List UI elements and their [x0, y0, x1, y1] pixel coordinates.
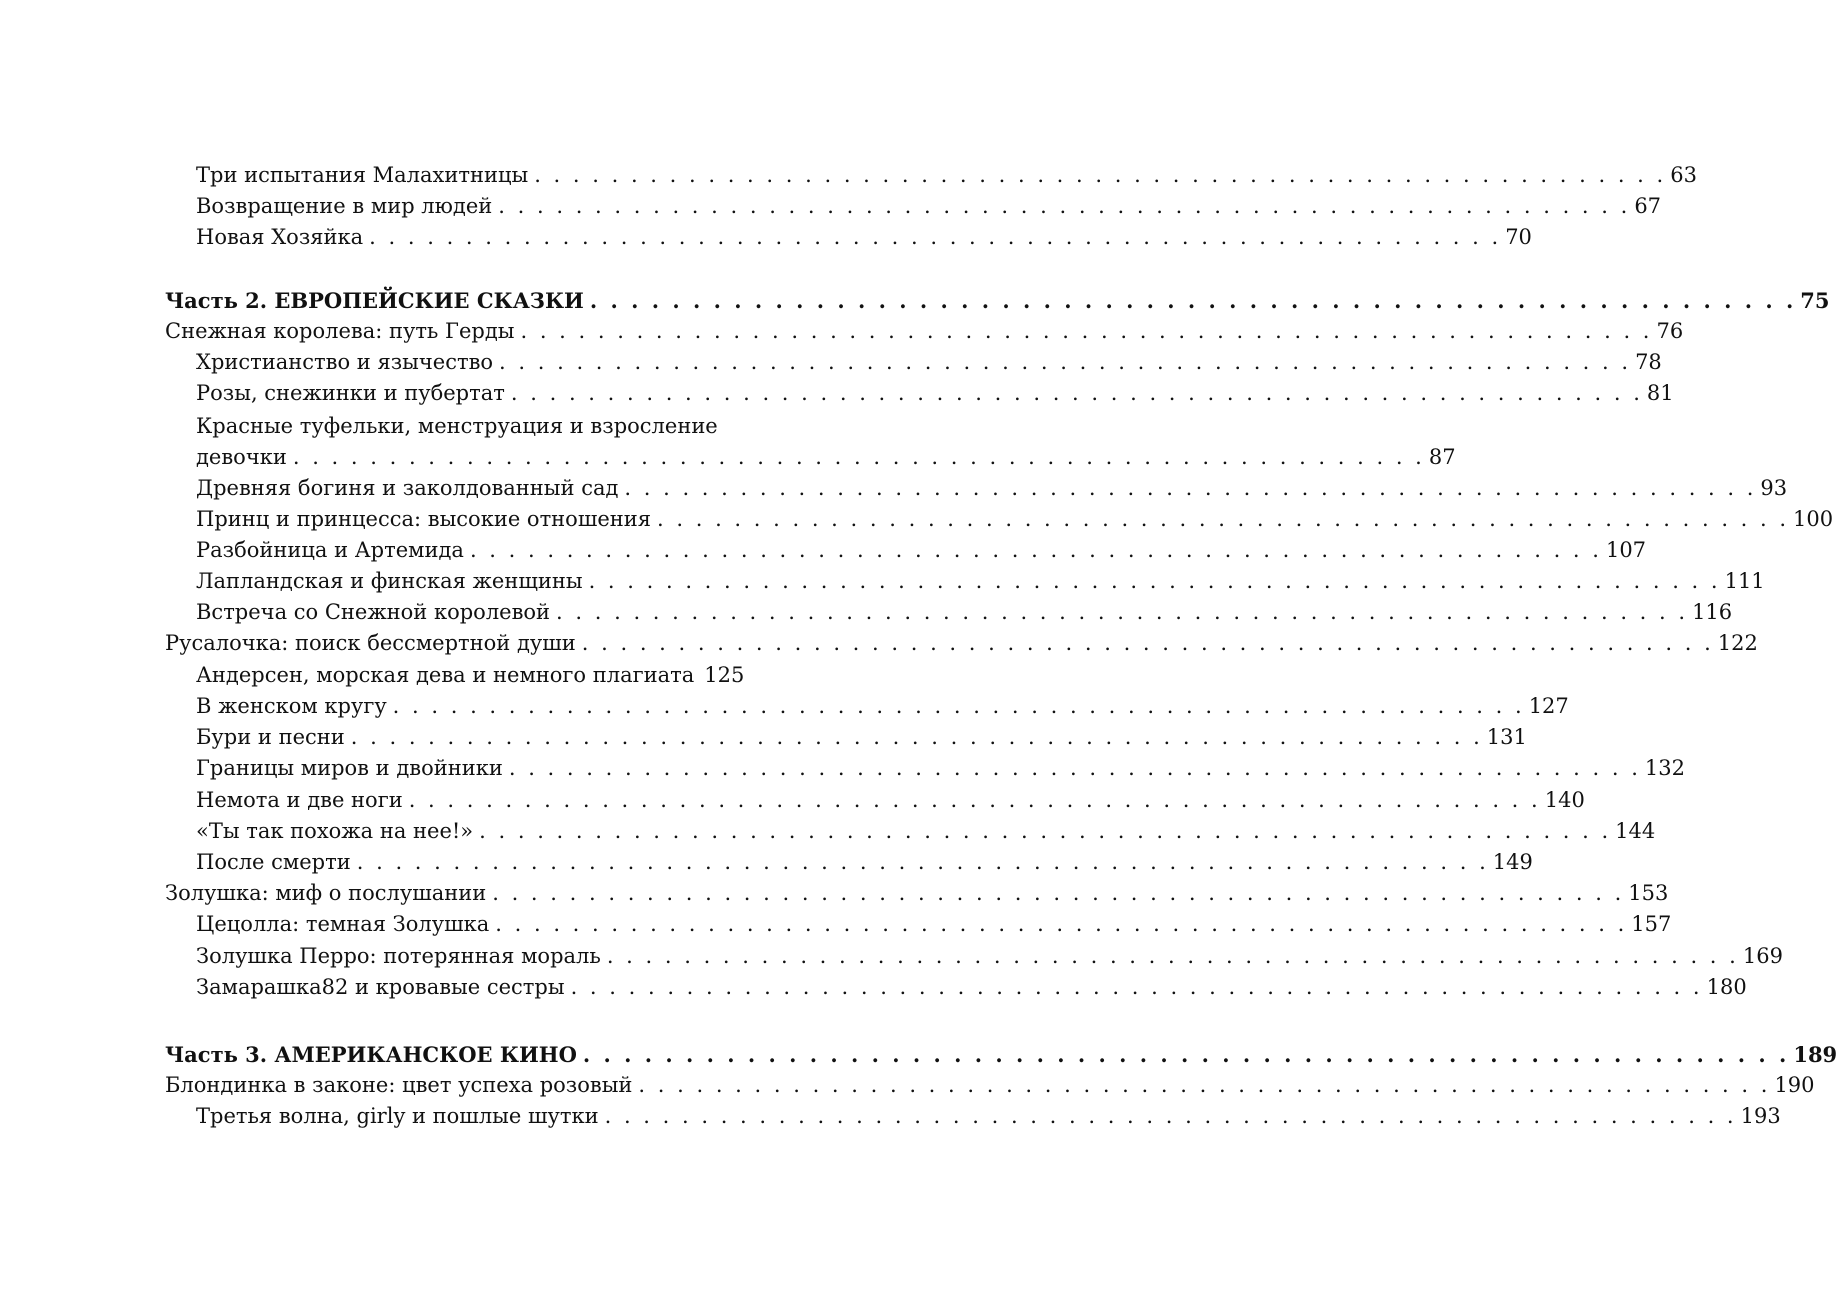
dot-leader — [520, 316, 1652, 347]
toc-entry — [196, 378, 1674, 409]
toc-entry — [196, 909, 1672, 940]
toc-entry — [196, 785, 1585, 816]
toc-entry-page: 132 — [1644, 756, 1685, 780]
toc-part-title: Часть 2. ЕВРОПЕЙСКИЕ СКАЗКИ — [165, 288, 584, 313]
toc-entry-title: Лапландская и финская женщины — [196, 569, 583, 593]
toc-entry — [196, 191, 1662, 222]
toc-entry-page: 180 — [1706, 975, 1747, 999]
toc-entry — [196, 691, 1569, 722]
toc-entry — [196, 816, 1656, 847]
toc-chapter — [165, 628, 1758, 659]
dot-leader — [479, 816, 1611, 847]
toc-entry-title: Снежная королева: путь Герды — [165, 319, 515, 343]
dot-leader — [499, 347, 1631, 378]
toc-entry-title: Цецолла: темная Золушка — [196, 912, 490, 936]
toc-entry-title: Христианство и язычество — [196, 350, 494, 374]
toc-chapter — [165, 878, 1669, 909]
dot-leader — [556, 597, 1688, 628]
dot-leader — [657, 504, 1789, 535]
toc-entry-page: 76 — [1656, 319, 1684, 343]
dot-leader — [607, 941, 1739, 972]
toc-entry-title: Древняя богиня и заколдованный сад — [196, 476, 619, 500]
dot-leader — [571, 972, 1703, 1003]
toc-entry-title-line: Красные туфельки, менструация и взросление — [196, 414, 718, 438]
dot-leader — [582, 628, 1714, 659]
toc-entry-title: Границы миров и двойники — [196, 756, 503, 780]
toc-entry-page: 140 — [1544, 788, 1585, 812]
dot-leader — [605, 1101, 1737, 1132]
toc-entry-page: 81 — [1646, 381, 1674, 405]
toc-entry — [196, 442, 1456, 473]
toc-entry-title: Разбойница и Артемида — [196, 538, 464, 562]
toc-entry-page: 78 — [1635, 350, 1662, 374]
toc-chapter — [165, 1070, 1815, 1101]
toc-entry-title: Блондинка в законе: цвет успеха розовый — [165, 1073, 633, 1097]
dot-leader — [590, 285, 1796, 316]
toc-entry — [196, 473, 1788, 504]
toc-entry — [196, 972, 1747, 1003]
toc-entry-title: Золушка Перро: потерянная мораль — [196, 944, 601, 968]
toc-entry-title: В женском кругу — [196, 694, 387, 718]
dot-leader — [369, 222, 1501, 253]
dot-leader — [589, 566, 1721, 597]
toc-entry-title: девочки — [196, 445, 287, 469]
toc-entry — [196, 753, 1685, 784]
toc-entry — [196, 566, 1765, 597]
toc-entry-title: Немота и две ноги — [196, 788, 403, 812]
toc-entry — [196, 722, 1527, 753]
toc-entry-page: 75 — [1800, 288, 1830, 313]
toc-entry-page: 100 — [1793, 507, 1834, 531]
dot-leader — [624, 473, 1756, 504]
toc-entry — [196, 222, 1532, 253]
dot-leader — [293, 442, 1425, 473]
dot-leader — [509, 753, 1641, 784]
toc-entry-title: Встреча со Снежной королевой — [196, 600, 551, 624]
toc-entry-title: Замарашка82 и кровавые сестры — [196, 975, 565, 999]
toc-entry-page: 122 — [1717, 631, 1758, 655]
toc-part-title: Часть 3. АМЕРИКАНСКОЕ КИНО — [165, 1042, 577, 1067]
toc-entry — [196, 504, 1834, 535]
toc-entry-page: 70 — [1505, 225, 1532, 249]
dot-leader — [409, 785, 1541, 816]
dot-leader — [495, 909, 1627, 940]
toc-entry-title: «Ты так похожа на нее!» — [196, 819, 474, 843]
toc-entry-title: Бури и песни — [196, 725, 345, 749]
toc-entry-page: 169 — [1742, 944, 1783, 968]
toc-part-heading — [165, 285, 1830, 316]
dot-leader — [638, 1070, 1770, 1101]
toc-entry-title: Золушка: миф о послушании — [165, 881, 487, 905]
toc-entry-page: 193 — [1740, 1104, 1781, 1128]
toc-entry — [196, 597, 1733, 628]
dot-leader — [393, 691, 1525, 722]
dot-leader — [534, 160, 1666, 191]
toc-entry-title: Принц и принцесса: высокие отношения — [196, 507, 652, 531]
toc-entry-page: 107 — [1605, 538, 1647, 562]
toc-entry-page: 87 — [1428, 445, 1456, 469]
toc-entry — [196, 847, 1533, 878]
toc-entry-page: 127 — [1528, 694, 1569, 718]
toc-entry-page: 93 — [1760, 476, 1788, 500]
toc-entry — [196, 535, 1647, 566]
dot-leader — [351, 722, 1483, 753]
toc-entry-page: 190 — [1774, 1073, 1815, 1097]
dot-leader — [492, 878, 1624, 909]
toc-entry-page: 125 — [704, 663, 745, 687]
toc-entry — [196, 941, 1783, 972]
toc-entry — [196, 660, 745, 691]
toc-entry-page: 153 — [1628, 881, 1669, 905]
toc-entry-page: 157 — [1631, 912, 1672, 936]
toc-entry-title: Новая Хозяйка — [196, 225, 364, 249]
dot-leader — [498, 191, 1630, 222]
toc-entry-page: 67 — [1634, 194, 1662, 218]
toc-entry-title: Три испытания Малахитницы — [196, 163, 529, 187]
toc-entry-page: 149 — [1492, 850, 1533, 874]
toc-entry-title: Возвращение в мир людей — [196, 194, 493, 218]
dot-leader — [511, 378, 1643, 409]
toc-entry-title: После смерти — [196, 850, 351, 874]
toc-entry — [196, 347, 1662, 378]
toc-entry-title: Андерсен, морская дева и немного плагиата — [196, 663, 695, 687]
dot-leader — [470, 535, 1602, 566]
toc-entry — [196, 160, 1697, 191]
toc-chapter — [165, 316, 1684, 347]
toc-entry-title: Розы, снежинки и пубертат — [196, 381, 505, 405]
toc-entry-page: 144 — [1615, 819, 1656, 843]
toc-entry-page: 111 — [1724, 569, 1765, 593]
dot-leader — [583, 1039, 1789, 1070]
toc-entry-title: Третья волна, girly и пошлые шутки — [196, 1104, 599, 1128]
dot-leader — [357, 847, 1489, 878]
toc-entry-page: 189 — [1793, 1042, 1837, 1067]
toc-part-heading — [165, 1039, 1837, 1070]
toc-entry-title: Русалочка: поиск бессмертной души — [165, 631, 576, 655]
toc-entry — [196, 1101, 1781, 1132]
toc-entry-page: 63 — [1670, 163, 1697, 187]
toc-entry-page: 116 — [1692, 600, 1733, 624]
toc-entry-page: 131 — [1486, 725, 1527, 749]
